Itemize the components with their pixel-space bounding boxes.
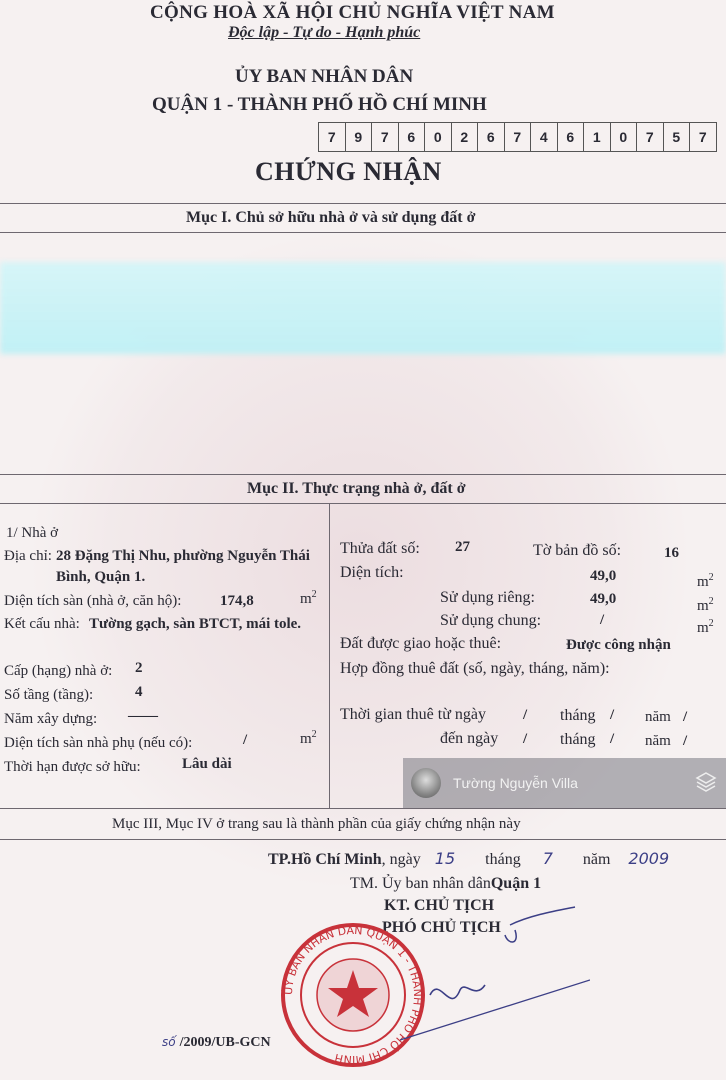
aux-area-value: / xyxy=(243,732,248,748)
year-built-label: Năm xây dựng: xyxy=(4,711,98,727)
structure-value: Tường gạch, sàn BTCT, mái tole. xyxy=(89,616,302,632)
private-use-unit: $m^2$ xyxy=(697,596,714,614)
address-value-line2: Bình, Quận 1. xyxy=(56,569,146,585)
vice-chair-title: PHÓ CHỦ TỊCH xyxy=(382,919,501,936)
serial-digit: 7 xyxy=(319,123,346,151)
footer-divider xyxy=(0,839,726,840)
watermark-banner xyxy=(403,758,726,808)
area-label: Diện tích: xyxy=(340,564,404,581)
parcel-label: Thửa đất số: xyxy=(340,540,420,557)
national-motto: Độc lập - Tự do - Hạnh phúc xyxy=(228,24,421,41)
private-use-label: Sử dụng riêng: xyxy=(440,589,535,606)
serial-digit: 7 xyxy=(505,123,532,151)
svg-text:ỦY BAN NHÂN DÂN QUẬN 1 - THÀNH: ỦY BAN NHÂN DÂN QUẬN 1 - THÀNH PHỐ HỒ CHÍ MINH xyxy=(281,923,425,1067)
watermark-label: Tường Nguyễn Villa xyxy=(453,775,578,791)
house-heading: 1/ Nhà ở xyxy=(6,525,59,541)
serial-digit: 7 xyxy=(637,123,664,151)
signature xyxy=(390,905,590,1045)
issuing-org-line1: ỦY BAN NHÂN DÂN xyxy=(235,66,414,87)
lease-contract-label: Hợp đồng thuê đất (số, ngày, tháng, năm): xyxy=(340,660,610,677)
section2-heading: Mục II. Thực trạng nhà ở, đất ở xyxy=(247,480,466,497)
lease-to-year-label: năm xyxy=(645,733,671,749)
lease-from-month-label: tháng xyxy=(560,707,596,724)
national-title: CỘNG HOÀ XÃ HỘI CHỦ NGHĨA VIỆT NAM xyxy=(150,2,555,23)
watermark-avatar xyxy=(411,768,441,798)
section1-bottom-divider xyxy=(0,232,726,233)
grade-value: 2 xyxy=(135,660,143,676)
floor-area-value: 174,8 xyxy=(220,593,254,609)
lease-from-day: / xyxy=(523,707,528,723)
section2-column-divider xyxy=(329,503,330,808)
map-sheet-label: Tờ bản đồ số: xyxy=(533,542,622,559)
serial-number-box xyxy=(318,122,717,152)
serial-digit: 7 xyxy=(690,123,717,151)
signatory-title: KT. CHỦ TỊCH xyxy=(384,897,495,914)
allocation-value: Được công nhận xyxy=(566,637,671,653)
map-sheet-value: 16 xyxy=(664,545,679,561)
serial-digit: 6 xyxy=(478,123,505,151)
footer-note: Mục III, Mục IV ở trang sau là thành phần của giấy chứng nhận này xyxy=(112,816,521,832)
registration-number: số /2009/UB-GCN xyxy=(162,1035,271,1050)
address-label: Địa chỉ: xyxy=(4,548,52,564)
floors-value: 4 xyxy=(135,684,143,700)
floor-area-label: Diện tích sàn (nhà ở, căn hộ): xyxy=(4,593,182,609)
floors-label: Số tầng (tầng): xyxy=(4,687,94,703)
section1-heading: Mục I. Chủ sở hữu nhà ở và sử dụng đất ở xyxy=(186,209,476,226)
serial-digit: 2 xyxy=(452,123,479,151)
section1-top-divider xyxy=(0,203,726,204)
lease-to-month: / xyxy=(610,731,615,747)
shared-use-value: / xyxy=(600,612,605,628)
lease-from-year-label: năm xyxy=(645,709,671,725)
lease-to-day: / xyxy=(523,731,528,747)
address-value-line1: 28 Đặng Thị Nhu, phường Nguyễn Thái xyxy=(56,548,310,564)
grade-label: Cấp (hạng) nhà ở: xyxy=(4,663,113,679)
section2-bottom-border xyxy=(0,808,726,809)
serial-digit: 5 xyxy=(664,123,691,151)
ownership-term-value: Lâu dài xyxy=(182,756,232,772)
serial-digit: 4 xyxy=(531,123,558,151)
lease-from-month: / xyxy=(610,707,615,723)
aux-area-label: Diện tích sàn nhà phụ (nếu có): xyxy=(4,735,193,751)
serial-digit: 0 xyxy=(611,123,638,151)
structure-label: Kết cấu nhà: xyxy=(4,616,80,632)
year-built-value: —— xyxy=(128,708,158,724)
area-value: 49,0 xyxy=(590,568,617,584)
lease-from-label: Thời gian thuê từ ngày xyxy=(340,706,486,723)
lease-to-year: / xyxy=(683,733,688,749)
serial-digit: 1 xyxy=(584,123,611,151)
section2-top-divider xyxy=(0,474,726,475)
section2-bottom-divider xyxy=(0,503,726,504)
area-unit: $m^2$ xyxy=(697,572,714,590)
certificate-title: CHỨNG NHẬN xyxy=(255,157,442,186)
on-behalf-line: TM. Ủy ban nhân dânQuận 1 xyxy=(350,875,542,892)
issue-date-line: TP.Hồ Chí Minh, ngày 15 tháng 7 năm 2009 xyxy=(268,849,670,868)
shared-use-label: Sử dụng chung: xyxy=(440,612,542,629)
ownership-term-label: Thời hạn được sở hữu: xyxy=(4,759,141,775)
serial-digit: 9 xyxy=(346,123,373,151)
allocation-label: Đất được giao hoặc thuê: xyxy=(340,635,502,652)
serial-digit: 0 xyxy=(425,123,452,151)
private-use-value: 49,0 xyxy=(590,591,617,607)
lease-to-label: đến ngày xyxy=(440,730,499,747)
redacted-owner-info xyxy=(0,262,726,354)
parcel-value: 27 xyxy=(455,539,470,555)
aux-area-unit: $m^2$ xyxy=(300,729,317,747)
layers-icon xyxy=(694,770,718,794)
issuing-org-line2: QUẬN 1 - THÀNH PHỐ HỒ CHÍ MINH xyxy=(152,94,487,115)
floor-area-unit: $m^2$ xyxy=(300,589,317,607)
lease-to-month-label: tháng xyxy=(560,731,596,748)
shared-use-unit: $m^2$ xyxy=(697,618,714,636)
serial-digit: 7 xyxy=(372,123,399,151)
lease-from-year: / xyxy=(683,709,688,725)
serial-digit: 6 xyxy=(558,123,585,151)
serial-digit: 6 xyxy=(399,123,426,151)
